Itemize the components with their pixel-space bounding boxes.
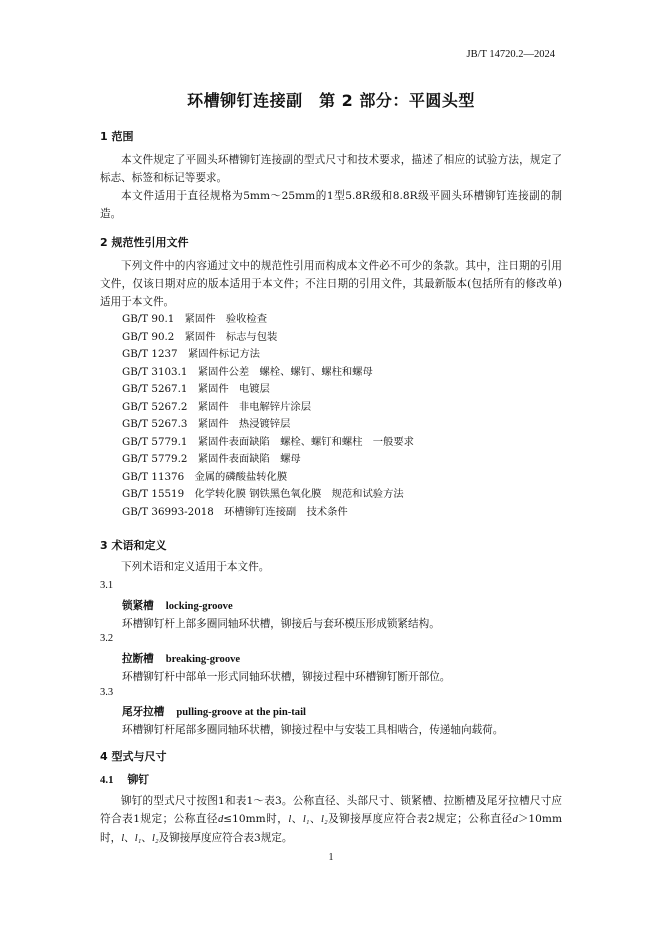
terms-intro: 下列术语和定义适用于本文件。 xyxy=(121,561,270,573)
term-title xyxy=(122,704,306,719)
term-zh: 尾牙拉槽 xyxy=(122,706,165,718)
reference-item: GB/T 5267.3 紧固件 热浸镀锌层 xyxy=(122,418,291,431)
subsection-heading-rivet xyxy=(100,772,149,787)
section-heading-normative-references: 2 规范性引用文件 xyxy=(100,236,189,249)
term-title xyxy=(122,598,233,613)
rivet-paragraph: 铆钉的型式尺寸按图1和表1～表3。公称直径、头部尺寸、锁紧槽、拉断槽及尾牙拉槽尺寸应符合表1规定；公称直径d≤10mm时，l、l₁、l₂及铆接厚度应符合表2规定；公称直径d＞10mm时，l、l₁、l₂及铆接厚度应符合表3规定。 xyxy=(100,795,563,844)
reference-item: GB/T 1237 紧固件标记方法 xyxy=(122,348,260,361)
page-number: 1 xyxy=(328,852,334,863)
term-number: 3.2 xyxy=(100,633,114,644)
term-definition: 环槽铆钉杆中部单一形式同轴环状槽，铆接过程中环槽铆钉断开部位。 xyxy=(122,671,451,683)
term-definition: 环槽铆钉杆尾部多圈同轴环状槽，铆接过程中与安装工具相啮合，传递轴向载荷。 xyxy=(122,724,504,736)
reference-item: GB/T 36993-2018 环槽铆钉连接副 技术条件 xyxy=(122,506,348,519)
term-title xyxy=(122,651,240,666)
term-en: locking-groove xyxy=(165,601,233,612)
references-intro: 下列文件中的内容通过文中的规范性引用而构成本文件必不可少的条款。其中，注日期的引用文件，仅该日期对应的版本适用于本文件；不注日期的引用文件，其最新版本(包括所有的修改单)适用于本文件。 xyxy=(100,260,562,308)
reference-item: GB/T 90.1 紧固件 验收检查 xyxy=(122,313,268,325)
term-zh: 锁紧槽 xyxy=(122,600,154,612)
subsection-number: 4.1 xyxy=(100,774,114,786)
reference-list xyxy=(122,311,414,522)
section-heading-terms: 3 术语和定义 xyxy=(100,539,167,552)
scope-paragraph-1: 本文件规定了平圆头环槽铆钉连接副的型式尺寸和技术要求，描述了相应的试验方法，规定了标志、标签和标记等要求。 xyxy=(100,154,562,184)
scope-paragraph-2: 本文件适用于直径规格为5mm～25mm的1型5.8R级和8.8R级平圆头环槽铆钉连接副的制造。 xyxy=(100,190,562,220)
reference-item: GB/T 3103.1 紧固件公差 螺栓、螺钉、螺柱和螺母 xyxy=(122,365,373,378)
section-heading-scope: 1 范围 xyxy=(100,130,134,143)
reference-item: GB/T 11376 金属的磷酸盐转化膜 xyxy=(122,470,288,483)
reference-item: GB/T 15519 化学转化膜 钢铁黑色氧化膜 规范和试验方法 xyxy=(122,488,404,501)
term-number: 3.1 xyxy=(100,580,114,591)
standard-number: JB/T 14720.2—2024 xyxy=(466,49,555,60)
page-title: 环槽铆钉连接副 第 2 部分：平圆头型 xyxy=(187,91,475,110)
term-en: breaking-groove xyxy=(165,654,241,665)
reference-item: GB/T 90.2 紧固件 标志与包装 xyxy=(122,330,278,343)
term-en: pulling-groove at the pin-tail xyxy=(176,707,306,718)
reference-item: GB/T 5779.1 紧固件表面缺陷 螺栓、螺钉和螺柱 一般要求 xyxy=(122,435,414,448)
reference-item: GB/T 5267.2 紧固件 非电解锌片涂层 xyxy=(122,400,311,413)
term-number: 3.3 xyxy=(100,687,114,698)
term-definition: 环槽铆钉杆上部多圈同轴环状槽，铆接后与套环模压形成锁紧结构。 xyxy=(122,618,440,630)
term-zh: 拉断槽 xyxy=(122,653,154,665)
reference-item: GB/T 5779.2 紧固件表面缺陷 螺母 xyxy=(122,453,301,466)
subsection-title: 铆钉 xyxy=(127,773,150,786)
reference-item: GB/T 5267.1 紧固件 电镀层 xyxy=(122,383,270,396)
section-heading-type-dimensions: 4 型式与尺寸 xyxy=(100,750,167,763)
